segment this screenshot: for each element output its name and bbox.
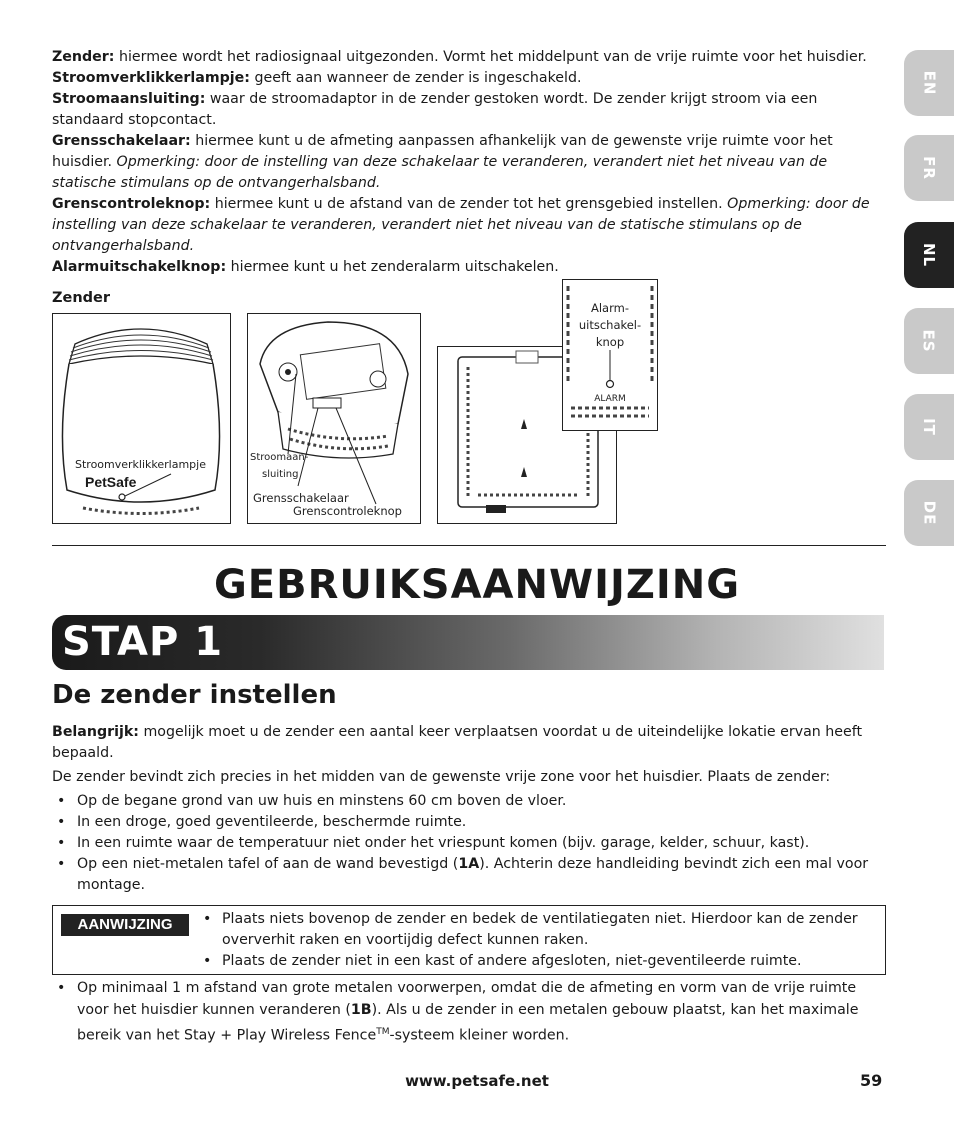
tail-list [52,977,886,1047]
transmitter-front-illustration [52,313,231,524]
section-divider [52,545,886,546]
definition-boundary-switch: Grensschakelaar: hiermee kunt u de afmeting aanpassen afhankelijk van de gewenste vrije ruimte voor het huisdier. Opmerking: door de instelling van deze schakelaar te veranderen, verandert niet het niveau van de statische stimulans op de ontvangerhalsband. [52,133,833,191]
step-label: STAP 1 [62,619,224,665]
transmitter-front-drawing [53,314,229,522]
important-paragraph: Belangrijk: mogelijk moet u de zender een aantal keer verplaatsen voordat u de uiteindelijke lokatie ervan heeft bepaald. [52,724,863,761]
alarm-imprint: ALARM [594,394,626,404]
label-power-socket-1: Stroomaan- [250,452,309,463]
intro-paragraph: De zender bevindt zich precies in het midden van de gewenste vrije zone voor het huisdier. Plaats de zender: [52,769,831,785]
label-power-socket-2: sluiting [262,469,299,480]
tab-fr[interactable]: FR [904,135,954,201]
label-boundary-switch: Grensschakelaar [253,491,349,505]
figure-title: Zender [52,290,111,306]
tab-de[interactable]: DE [904,480,954,546]
list-item: • Op een niet-metalen tafel of aan de wand bevestigd (1A). Achterin deze handleiding bevindt zich een mal voor montage. [52,854,886,896]
metal-objects-paragraph [52,977,886,1047]
transmitter-underside-illustration [247,313,421,524]
list-item: • In een ruimte waar de temperatuur niet onder het vriespunt komen (bijv. garage, kelder, schuur, kast). [52,833,886,854]
label-alarm-2: uitschakel- [578,318,642,332]
definition-boundary-knob: Grenscontroleknop: hiermee kunt u de afstand van de zender tot het grensgebied instellen. Opmerking: door de instelling van deze schakelaar te veranderen, verandert niet het niveau van de statische stimulans op de ontvangerhalsband. [52,196,870,254]
label-power-light: Stroomverklikkerlampje [75,458,206,471]
instructions-body [52,722,886,896]
list-item: • In een droge, goed geventileerde, beschermde ruimte. [52,812,886,833]
alarm-button-zoom [562,279,658,431]
note-list [201,909,881,972]
footer-url[interactable]: www.petsafe.net [405,1072,549,1090]
page-heading: GEBRUIKSAANWIJZING [213,562,741,608]
tab-es[interactable]: ES [904,308,954,374]
list-item: • Op de begane grond van uw huis en minstens 60 cm boven de vloer. [52,791,886,812]
definition-alarm-button: Alarmuitschakelknop: hiermee kunt u het zenderalarm uitschakelen. [52,259,559,275]
tab-it[interactable]: IT [904,394,954,460]
list-item: • Op minimaal 1 m afstand van grote metalen voorwerpen, omdat die de afmeting en vorm van de vrije ruimte voor het huisdier kunnen veranderen (1B). Als u de zender in een metalen gebouw plaatst, kan het maximale bereik van het Stay + Play Wireless Fence™-systeem kleiner worden. [52,977,886,1047]
component-definitions [52,47,882,278]
list-item: • Plaats de zender niet in een kast of andere afgesloten, niet-geventileerde ruimte. [201,951,881,972]
note-badge: AANWIJZING [61,914,189,936]
label-boundary-knob: Grenscontroleknop [293,504,402,518]
definition-zender: Zender: hiermee wordt het radiosignaal uitgezonden. Vormt het middelpunt van de vrije ruimte voor het huisdier. [52,49,867,65]
step-banner [52,615,884,670]
placement-list [52,791,886,896]
section-title: De zender instellen [52,680,337,710]
list-item: • Plaats niets bovenop de zender en bedek de ventilatiegaten niet. Hierdoor kan de zender oververhit raken en voortijdig defect kunnen raken. [201,909,881,951]
definition-power-light: Stroomverklikkerlampje: geeft aan wanneer de zender is ingeschakeld. [52,70,582,86]
definition-power-socket: Stroomaansluiting: waar de stroomadaptor in de zender gestoken wordt. De zender krijgt stroom via een standaard stopcontact. [52,91,818,128]
label-alarm-1: Alarm- [591,301,629,315]
note-box [52,905,886,975]
tab-en[interactable]: EN [904,50,954,116]
label-alarm-3: knop [595,335,625,349]
page-number: 59 [860,1071,883,1090]
tab-nl[interactable]: NL [904,222,954,288]
petsafe-logo: PetSafe [85,474,137,490]
